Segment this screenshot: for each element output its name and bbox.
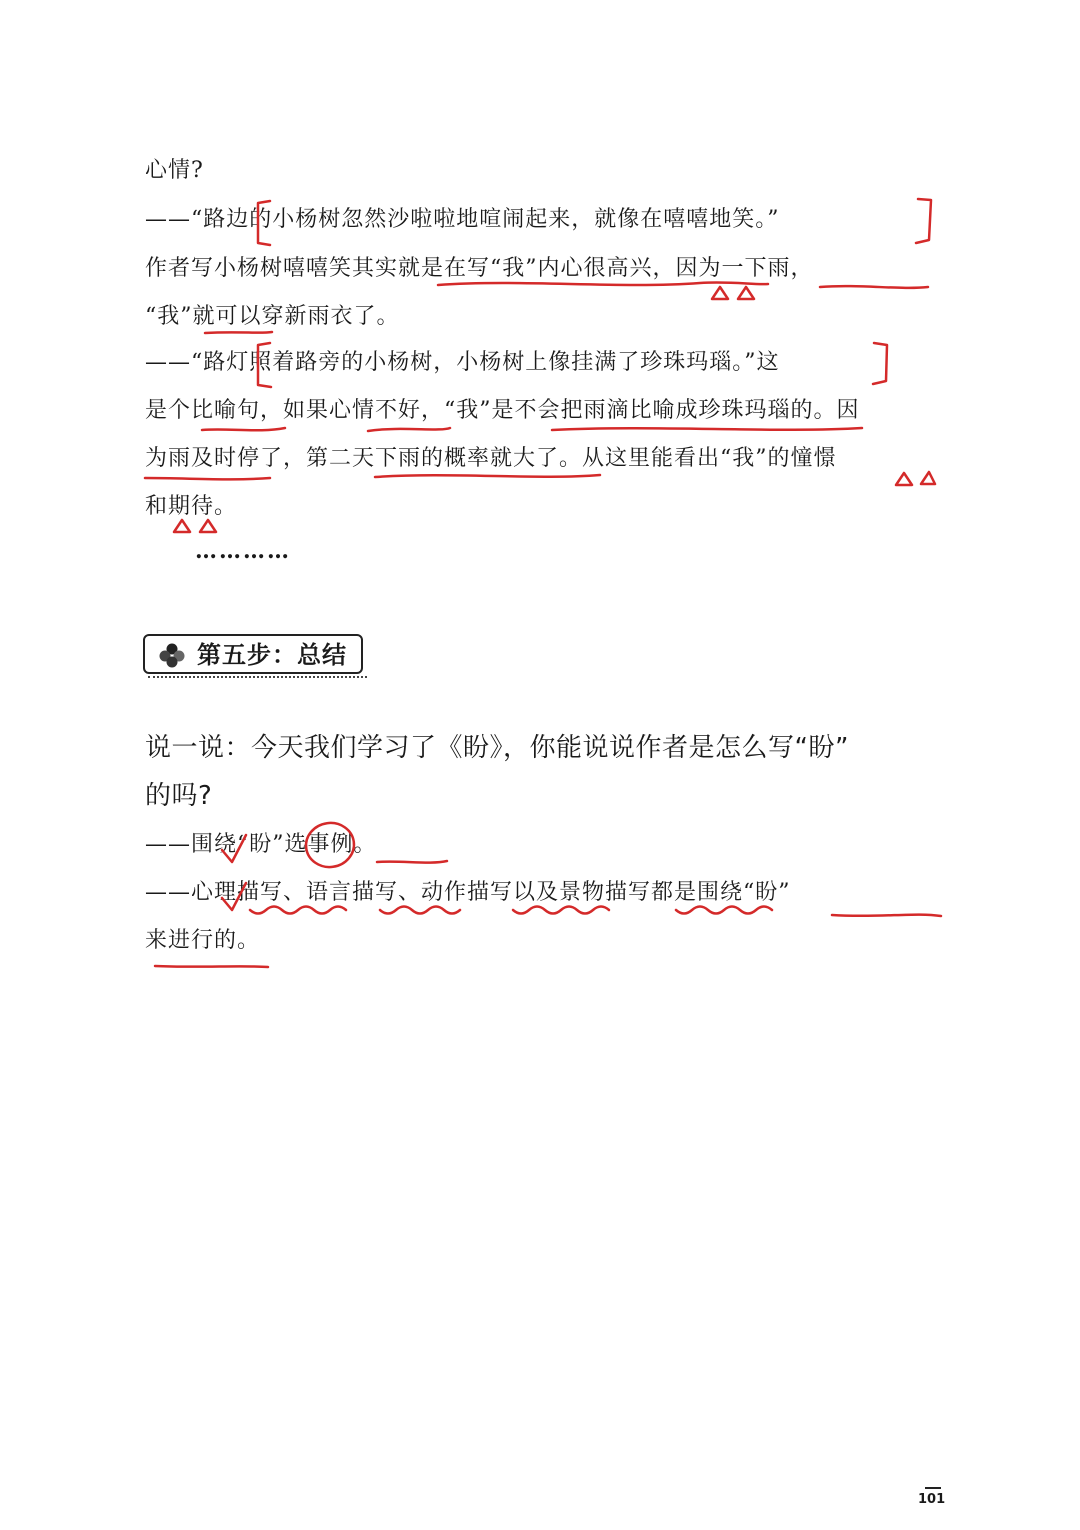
- text-line-4: “我”就可以穿新雨衣了。: [145, 304, 400, 329]
- ellipsis: …………: [195, 538, 291, 564]
- step5-heading: [143, 634, 363, 674]
- clover-icon: [157, 642, 187, 668]
- underline-7: [145, 478, 270, 479]
- step5-question-line-1: 说一说：今天我们学习了《盼》，你能说说作者是怎么写“盼”: [145, 733, 849, 763]
- quote-line-1: ——“路边的小杨树忽然沙啦啦地喧闹起来，就像在嘻嘻地笑。”: [145, 207, 780, 232]
- underline-10: [832, 915, 941, 916]
- step5-answer-1: ——围绕“盼”选事例。: [145, 832, 377, 857]
- step5-question-line-2: 的吗?: [145, 781, 213, 811]
- underline-6: [552, 428, 862, 430]
- step5-answer-2: ——心理描写、语言描写、动作描写以及景物描写都是围绕“盼”: [145, 880, 791, 905]
- underline-9: [377, 861, 447, 863]
- step5-answer-3: 来进行的。: [145, 928, 261, 953]
- underline-3: [205, 332, 272, 333]
- underline-4: [202, 428, 285, 430]
- underline-2: [820, 286, 928, 288]
- text-line-6: 是个比喻句，如果心情不好，“我”是不会把雨滴比喻成珍珠玛瑙的。因: [145, 398, 860, 423]
- underline-8: [375, 475, 600, 477]
- text-line-7: 为雨及时停了，第二天下雨的概率就大了。从这里能看出“我”的憧憬: [145, 446, 837, 471]
- triangle-mark-2: [738, 287, 754, 299]
- triangle-mark-1: [712, 287, 728, 299]
- underline-11: [155, 966, 268, 967]
- quote-line-2: ——“路灯照着路旁的小杨树，小杨树上像挂满了珍珠玛瑙。”这: [145, 350, 780, 375]
- text-line-1: 心情?: [145, 158, 204, 183]
- page-number: 101: [918, 1492, 946, 1507]
- underline-5: [368, 428, 450, 431]
- step5-heading-text: 第五步：总结: [197, 641, 347, 669]
- text-line-3: 作者写小杨树嘻嘻笑其实就是在写“我”内心很高兴，因为一下雨，: [145, 256, 814, 281]
- page-number-rule: [925, 1487, 941, 1489]
- triangle-mark-3: [896, 473, 912, 485]
- text-line-8: 和期待。: [145, 494, 238, 519]
